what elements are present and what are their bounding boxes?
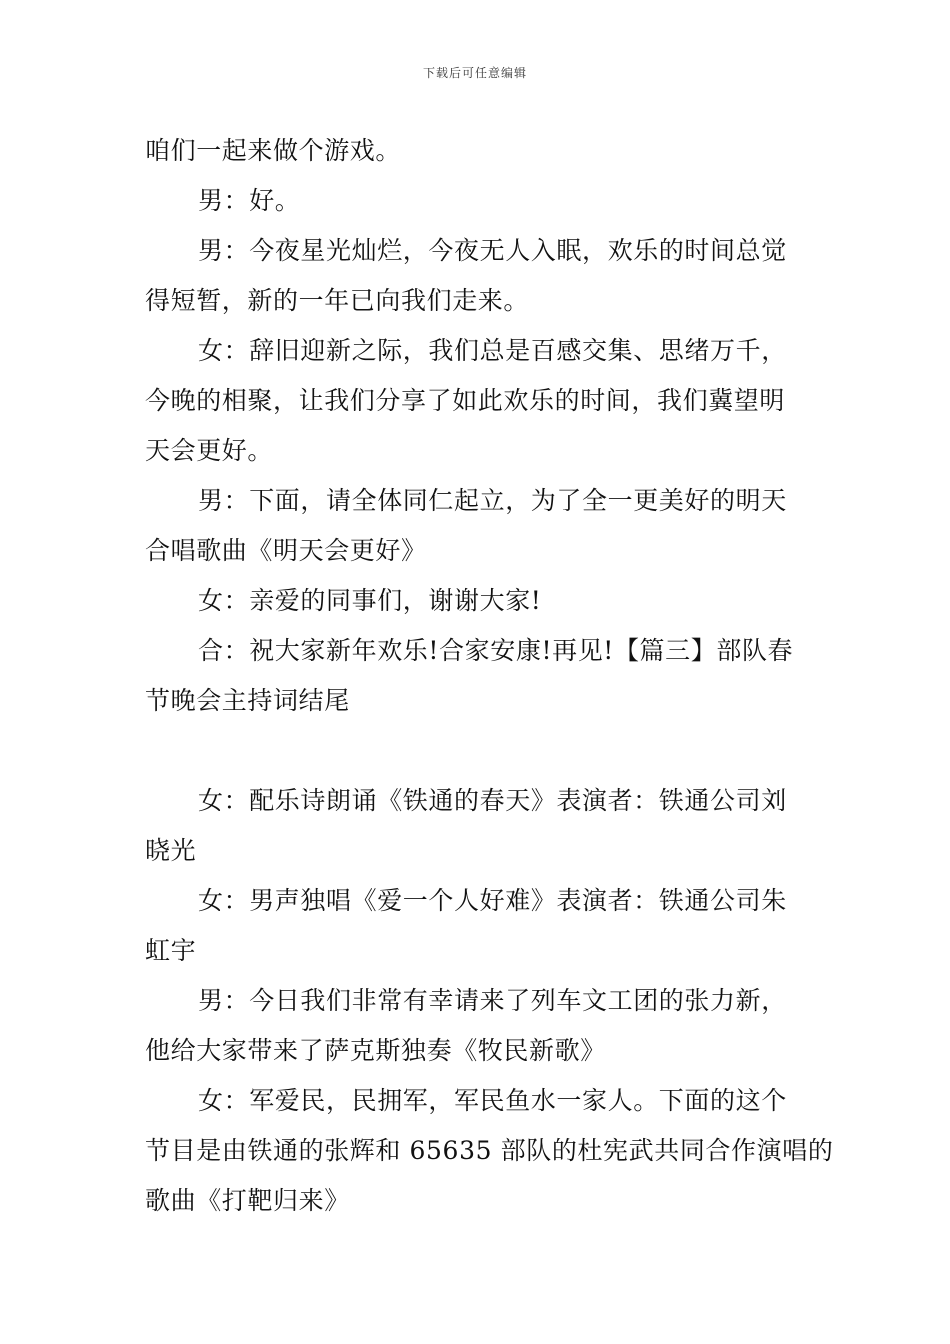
text-line: 女：亲爱的同事们，谢谢大家! bbox=[198, 586, 542, 615]
text-line: 咱们一起来做个游戏。 bbox=[145, 136, 402, 165]
paragraph-female-solo bbox=[145, 876, 810, 976]
text-line: 男：今夜星光灿烂，今夜无人入眠，欢乐的时间总觉 bbox=[198, 236, 787, 265]
text-line: 女：配乐诗朗诵《铁通的春天》表演者：铁通公司刘 bbox=[198, 786, 787, 815]
page-header: 下载后可任意编辑 bbox=[422, 66, 527, 80]
text-line: 歌曲《打靶归来》 bbox=[145, 1186, 350, 1215]
text-line: 女：辞旧迎新之际，我们总是百感交集、思绪万千， bbox=[198, 336, 787, 365]
text-line: 晓光 bbox=[145, 836, 197, 865]
text-line: 女：军爱民，民拥军，军民鱼水一家人。下面的这个 bbox=[198, 1086, 787, 1115]
paragraph-male-reply bbox=[145, 176, 810, 226]
paragraph-female-thanks bbox=[145, 576, 810, 626]
text-line: 天会更好。 bbox=[145, 436, 274, 465]
text-line: 节目是由铁通的张辉和 65635 部队的杜宪武共同合作演唱的 bbox=[145, 1136, 834, 1165]
paragraph-together-farewell bbox=[145, 626, 810, 726]
paragraph-female-army bbox=[145, 1076, 834, 1226]
text-line: 女：男声独唱《爱一个人好难》表演者：铁通公司朱 bbox=[198, 886, 787, 915]
text-line: 男：下面，请全体同仁起立，为了全一更美好的明天 bbox=[198, 486, 787, 515]
text-line: 今晚的相聚，让我们分享了如此欢乐的时间，我们冀望明 bbox=[145, 386, 786, 415]
text-line: 得短暂，新的一年已向我们走来。 bbox=[145, 286, 530, 315]
paragraph-male-starlight bbox=[145, 226, 810, 326]
text-line: 他给大家带来了萨克斯独奏《牧民新歌》 bbox=[145, 1036, 606, 1065]
text-line: 虹宇 bbox=[145, 936, 197, 965]
text-line: 男：今日我们非常有幸请来了列车文工团的张力新， bbox=[198, 986, 787, 1015]
text-line: 合：祝大家新年欢乐!合家安康!再见!【篇三】部队春 bbox=[198, 636, 794, 665]
paragraph-male-stand bbox=[145, 476, 810, 576]
paragraph-male-saxophone bbox=[145, 976, 810, 1076]
text-line: 节晚会主持词结尾 bbox=[145, 686, 350, 715]
paragraph-female-newyear bbox=[145, 326, 810, 476]
text-line: 合唱歌曲《明天会更好》 bbox=[145, 536, 427, 565]
blank-line bbox=[145, 726, 810, 776]
paragraph-intro bbox=[145, 126, 810, 176]
paragraph-female-poem bbox=[145, 776, 810, 876]
text-line: 男：好。 bbox=[198, 186, 301, 215]
document-body bbox=[145, 126, 834, 1226]
